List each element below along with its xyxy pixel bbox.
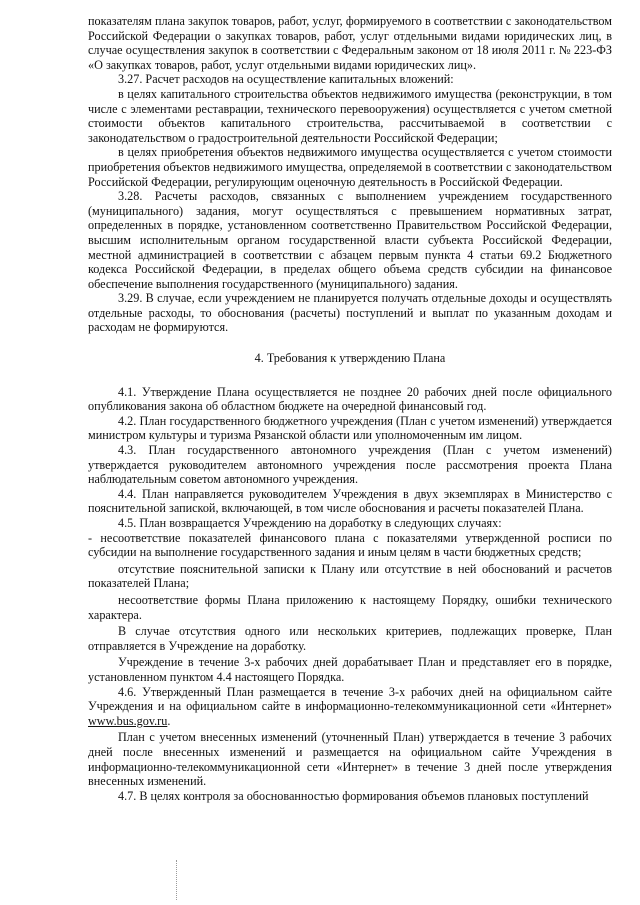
paragraph-4-4: 4.4. План направляется руководителем Учреждения в двух экземплярах в Министерство с пояснительной запиской, включающей, в том числе обоснования и расчеты показателей Плана. [88, 486, 612, 516]
paragraph-4-7: 4.7. В целях контроля за обоснованностью формирования объемов плановых поступлений [118, 788, 589, 803]
list-item-form-mismatch: несоответствие формы Плана приложению к настоящему Порядку, ошибки технического характера. [88, 592, 612, 622]
paragraph-4-6-text: 4.6. Утвержденный План размещается в течение 3-х рабочих дней на официальном сайте Учреждения и на официальном сайте в информационно-телекоммуникационной сети «Интернет» [88, 684, 612, 714]
paragraph-3-28: 3.28. Расчеты расходов, связанных с выполнением учреждением государственного (муниципального) задания, могут осуществляться с превышением нормативных затрат, определенных в порядке, установленном соответственно Правительством Российской Федерации, высшим исполнительным органом государственной власти субъекта Российской Федерации, местной администрацией в соответствии с абзацем первым пункта 4 статьи 69.2 Бюджетного кодекса Российской Федерации, в пределах общего объема средств субсидии на финансовое обеспечение выполнения государственного (муниципального) задания. [88, 189, 612, 291]
paragraph-real-estate-acquisition: в целях приобретения объектов недвижимого имущества осуществляется с учетом стоимости приобретения объектов недвижимого имущества, определяемой в соответствии с законодательством Российской Федерации, регулирующим оценочную деятельность в Российской Федерации. [88, 145, 612, 189]
section-heading: 4. Требования к утверждению Плана [254, 351, 446, 366]
paragraph-4-5: 4.5. План возвращается Учреждению на доработку в следующих случаях: [118, 516, 502, 530]
paragraph-4-6-end: . [167, 713, 171, 728]
document-body [88, 14, 612, 803]
list-item-missing-note: отсутствие пояснительной записки к Плану или отсутствие в ней обоснований и расчетов показателей Плана; [88, 561, 612, 591]
list-item-mismatch-subsidy: - несоответствие показателей финансового плана с показателями утвержденной росписи по субсидии на выполнение государственного задания и иным целям в части бюджетных средств; [88, 530, 612, 560]
paragraph-criteria-absent: В случае отсутствия одного или нескольких критериев, подлежащих проверке, План отправляется в Учреждение на доработку. [88, 624, 612, 653]
bus-gov-link[interactable]: www.bus.gov.ru [88, 713, 168, 728]
paragraph-4-2: 4.2. План государственного бюджетного учреждения (План с учетом изменений) утверждается министром культуры и туризма Рязанской области или уполномоченным им лицом. [88, 413, 612, 443]
paragraph-3-26-tail: показателям плана закупок товаров, работ, услуг, формируемого в соответствии с законодательством Российской Федерации о закупках товаров, работ, услуг отдельными видами юридических лиц, в случае осуществления закупок в соответствии с Федеральным законом от 18 июля 2011 г. № 223-ФЗ «О закупках товаров, работ, услуг отдельными видами юридических лиц». [88, 14, 612, 72]
paragraph-3-27: 3.27. Расчет расходов на осуществление капитальных вложений: [118, 72, 454, 87]
fold-line [176, 860, 178, 900]
paragraph-rework-3-days: Учреждение в течение 3-х рабочих дней дорабатывает План и представляет его в порядке, установленном пунктом 4.4 настоящего Порядка. [88, 655, 612, 684]
paragraph-4-3: 4.3. План государственного автономного учреждения (План с учетом изменений) утверждается руководителем автономного учреждения после рассмотрения проекта Плана наблюдательным советом автономного учреждения. [88, 443, 612, 487]
paragraph-capital-construction: в целях капитального строительства объектов недвижимого имущества (реконструкции, в том числе с элементами реставрации, технического перевооружения) осуществляется с учетом сметной стоимости объектов капитального строительства, рассчитываемой в соответствии с законодательством о градостроительной деятельности Российской Федерации; [88, 86, 612, 145]
paragraph-3-29: 3.29. В случае, если учреждением не планируется получать отдельные доходы и осуществлять отдельные расходы, то обоснования (расчеты) поступлений и выплат по указанным доходам и расходам не формируются. [88, 291, 612, 335]
paragraph-4-1: 4.1. Утверждение Плана осуществляется не позднее 20 рабочих дней после официального опубликования закона об областном бюджете на очередной финансовый год. [88, 384, 612, 414]
paragraph-updated-plan: План с учетом внесенных изменений (уточненный План) утверждается в течение 3 рабочих дней после внесенных изменений и размещается на официальном сайте Учреждения в информационно-телекоммуникационной сети «Интернет» в течение 3 дней после утверждения внесенных изменений. [88, 730, 612, 789]
paragraph-4-6 [88, 685, 612, 729]
